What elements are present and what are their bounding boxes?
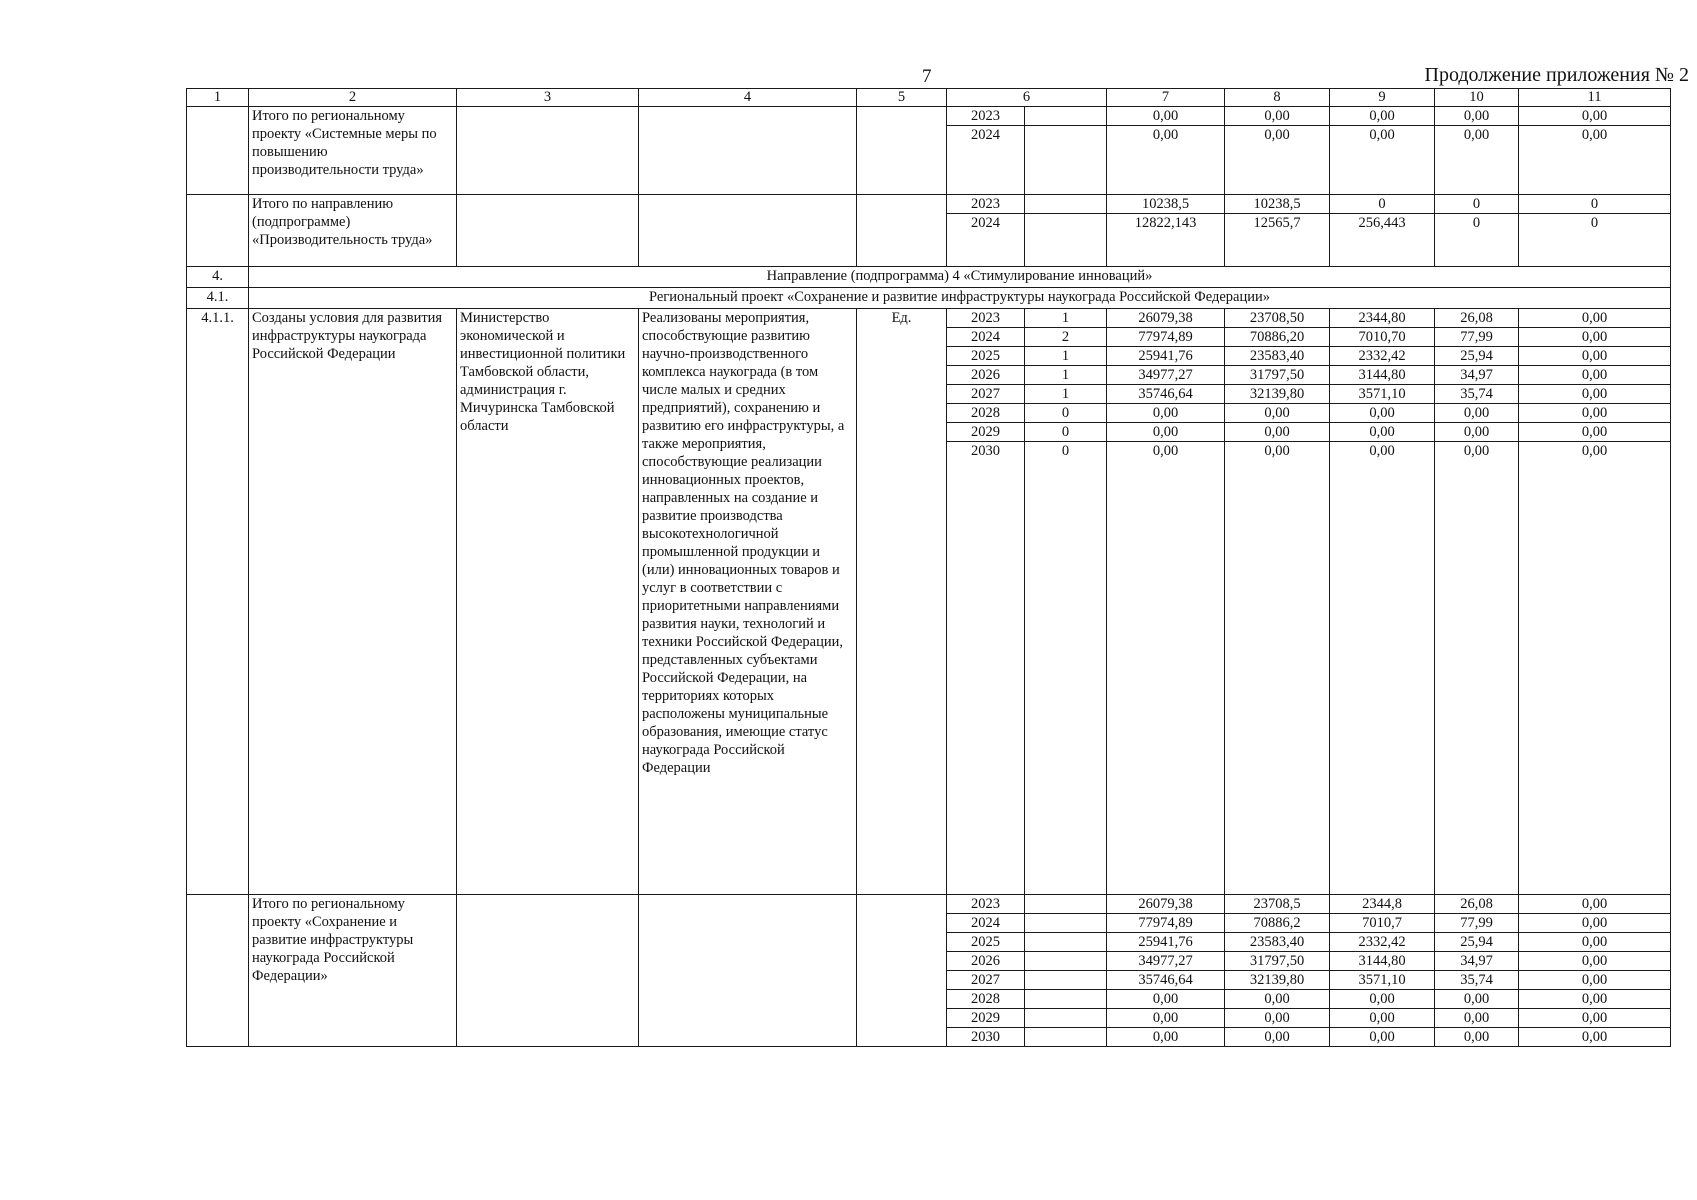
header-col-2: 2 <box>249 89 457 107</box>
header-col-8: 8 <box>1225 89 1330 107</box>
other-cell: 0,00 <box>1519 971 1671 990</box>
total-cell: 35746,64 <box>1107 385 1225 404</box>
other-cell: 0,00 <box>1519 952 1671 971</box>
federal-cell: 0,00 <box>1225 1009 1330 1028</box>
year-cell: 2024 <box>947 126 1025 195</box>
other-cell: 0,00 <box>1519 442 1671 895</box>
section-row-4 <box>187 267 1671 288</box>
regional-cell: 7010,70 <box>1330 328 1435 347</box>
federal-cell: 0,00 <box>1225 1028 1330 1047</box>
continuation-note: Продолжение приложения № 2 <box>1424 64 1689 86</box>
count-cell <box>1025 1028 1107 1047</box>
table-row <box>187 195 1671 214</box>
federal-cell: 23583,40 <box>1225 347 1330 366</box>
other-cell: 0,00 <box>1519 895 1671 914</box>
year-cell: 2025 <box>947 347 1025 366</box>
table-row <box>187 107 1671 126</box>
federal-cell: 0,00 <box>1225 404 1330 423</box>
table-row <box>187 309 1671 328</box>
year-cell: 2024 <box>947 328 1025 347</box>
year-cell: 2026 <box>947 366 1025 385</box>
header-col-3: 3 <box>457 89 639 107</box>
total-cell: 12822,143 <box>1107 214 1225 267</box>
other-cell: 0,00 <box>1519 347 1671 366</box>
year-cell: 2030 <box>947 1028 1025 1047</box>
other-cell: 0,00 <box>1519 404 1671 423</box>
header-col-4: 4 <box>639 89 857 107</box>
other-cell: 0,00 <box>1519 126 1671 195</box>
regional-cell: 0,00 <box>1330 404 1435 423</box>
local-cell: 26,08 <box>1435 895 1519 914</box>
responsible-cell <box>457 195 639 267</box>
regional-cell: 0,00 <box>1330 423 1435 442</box>
regional-cell: 0 <box>1330 195 1435 214</box>
regional-cell: 2332,42 <box>1330 347 1435 366</box>
year-cell: 2027 <box>947 971 1025 990</box>
total-cell: 26079,38 <box>1107 895 1225 914</box>
total-cell: 0,00 <box>1107 107 1225 126</box>
row-number-cell: 4.1.1. <box>187 309 249 895</box>
year-cell: 2024 <box>947 914 1025 933</box>
federal-cell: 0,00 <box>1225 423 1330 442</box>
count-cell: 0 <box>1025 423 1107 442</box>
year-cell: 2024 <box>947 214 1025 267</box>
regional-cell: 0,00 <box>1330 1009 1435 1028</box>
table-row <box>187 895 1671 914</box>
federal-cell: 23708,50 <box>1225 309 1330 328</box>
unit-cell <box>857 895 947 1047</box>
count-cell <box>1025 195 1107 214</box>
local-cell: 0,00 <box>1435 404 1519 423</box>
federal-cell: 0,00 <box>1225 442 1330 895</box>
regional-cell: 0,00 <box>1330 442 1435 895</box>
count-cell <box>1025 895 1107 914</box>
federal-cell: 0,00 <box>1225 107 1330 126</box>
regional-cell: 2344,80 <box>1330 309 1435 328</box>
regional-cell: 7010,7 <box>1330 914 1435 933</box>
total-cell: 26079,38 <box>1107 309 1225 328</box>
other-cell: 0,00 <box>1519 990 1671 1009</box>
local-cell: 25,94 <box>1435 933 1519 952</box>
year-cell: 2023 <box>947 195 1025 214</box>
regional-cell: 2332,42 <box>1330 933 1435 952</box>
other-cell: 0 <box>1519 195 1671 214</box>
row-title-cell: Созданы условия для развития инфраструктуры наукограда Российской Федерации <box>249 309 457 895</box>
federal-cell: 31797,50 <box>1225 366 1330 385</box>
year-cell: 2025 <box>947 933 1025 952</box>
local-cell: 35,74 <box>1435 385 1519 404</box>
responsible-cell: Министерство экономической и инвестиционной политики Тамбовской области, администрация г. Мичуринска Тамбовской области <box>457 309 639 895</box>
other-cell: 0,00 <box>1519 328 1671 347</box>
other-cell: 0,00 <box>1519 423 1671 442</box>
local-cell: 77,99 <box>1435 328 1519 347</box>
count-cell <box>1025 952 1107 971</box>
total-cell: 34977,27 <box>1107 952 1225 971</box>
regional-cell: 0,00 <box>1330 990 1435 1009</box>
local-cell: 77,99 <box>1435 914 1519 933</box>
description-cell <box>639 107 857 195</box>
local-cell: 35,74 <box>1435 971 1519 990</box>
total-cell: 25941,76 <box>1107 933 1225 952</box>
total-cell: 77974,89 <box>1107 914 1225 933</box>
total-cell: 35746,64 <box>1107 971 1225 990</box>
federal-cell: 12565,7 <box>1225 214 1330 267</box>
section-number: 4.1. <box>187 288 249 309</box>
local-cell: 0,00 <box>1435 1028 1519 1047</box>
block-systemic-measures-total <box>187 107 1671 195</box>
description-cell <box>639 195 857 267</box>
row-title-cell: Итого по направлению (подпрограмме) «Производительность труда» <box>249 195 457 267</box>
local-cell: 0,00 <box>1435 126 1519 195</box>
year-cell: 2023 <box>947 895 1025 914</box>
local-cell: 34,97 <box>1435 952 1519 971</box>
regional-cell: 3144,80 <box>1330 952 1435 971</box>
local-cell: 0,00 <box>1435 107 1519 126</box>
count-cell <box>1025 107 1107 126</box>
local-cell: 0,00 <box>1435 423 1519 442</box>
row-number-cell <box>187 107 249 195</box>
count-cell: 1 <box>1025 309 1107 328</box>
year-cell: 2028 <box>947 990 1025 1009</box>
header-row <box>187 89 1671 107</box>
regional-cell: 3571,10 <box>1330 385 1435 404</box>
total-cell: 0,00 <box>1107 990 1225 1009</box>
count-cell <box>1025 933 1107 952</box>
description-cell <box>639 895 857 1047</box>
header-col-1: 1 <box>187 89 249 107</box>
other-cell: 0 <box>1519 214 1671 267</box>
total-cell: 77974,89 <box>1107 328 1225 347</box>
year-cell: 2030 <box>947 442 1025 895</box>
section-row-4-1 <box>187 288 1671 309</box>
federal-cell: 23708,5 <box>1225 895 1330 914</box>
section-number: 4. <box>187 267 249 288</box>
header-col-9: 9 <box>1330 89 1435 107</box>
count-cell: 2 <box>1025 328 1107 347</box>
year-cell: 2023 <box>947 107 1025 126</box>
regional-cell: 3571,10 <box>1330 971 1435 990</box>
year-cell: 2028 <box>947 404 1025 423</box>
section-title: Региональный проект «Сохранение и развитие инфраструктуры наукограда Российской Федерации» <box>249 288 1671 309</box>
count-cell: 1 <box>1025 347 1107 366</box>
year-cell: 2023 <box>947 309 1025 328</box>
federal-cell: 70886,20 <box>1225 328 1330 347</box>
other-cell: 0,00 <box>1519 309 1671 328</box>
header-col-5: 5 <box>857 89 947 107</box>
other-cell: 0,00 <box>1519 107 1671 126</box>
total-cell: 0,00 <box>1107 404 1225 423</box>
federal-cell: 10238,5 <box>1225 195 1330 214</box>
responsible-cell <box>457 107 639 195</box>
regional-cell: 0,00 <box>1330 107 1435 126</box>
total-cell: 34977,27 <box>1107 366 1225 385</box>
header-col-7: 7 <box>1107 89 1225 107</box>
count-cell: 1 <box>1025 366 1107 385</box>
total-cell: 0,00 <box>1107 1028 1225 1047</box>
header-col-6: 6 <box>947 89 1107 107</box>
count-cell <box>1025 214 1107 267</box>
local-cell: 0 <box>1435 214 1519 267</box>
count-cell <box>1025 990 1107 1009</box>
total-cell: 0,00 <box>1107 423 1225 442</box>
federal-cell: 32139,80 <box>1225 385 1330 404</box>
count-cell <box>1025 971 1107 990</box>
row-number-cell <box>187 895 249 1047</box>
local-cell: 25,94 <box>1435 347 1519 366</box>
count-cell <box>1025 914 1107 933</box>
regional-cell: 256,443 <box>1330 214 1435 267</box>
other-cell: 0,00 <box>1519 366 1671 385</box>
total-cell: 0,00 <box>1107 126 1225 195</box>
regional-cell: 0,00 <box>1330 126 1435 195</box>
federal-cell: 31797,50 <box>1225 952 1330 971</box>
year-cell: 2029 <box>947 423 1025 442</box>
block-productivity-total <box>187 195 1671 267</box>
year-cell: 2027 <box>947 385 1025 404</box>
other-cell: 0,00 <box>1519 1028 1671 1047</box>
count-cell <box>1025 1009 1107 1028</box>
count-cell: 0 <box>1025 404 1107 423</box>
local-cell: 34,97 <box>1435 366 1519 385</box>
row-number-cell <box>187 195 249 267</box>
total-cell: 25941,76 <box>1107 347 1225 366</box>
total-cell: 0,00 <box>1107 1009 1225 1028</box>
header-col-10: 10 <box>1435 89 1519 107</box>
local-cell: 0,00 <box>1435 442 1519 895</box>
count-cell: 0 <box>1025 442 1107 895</box>
description-cell: Реализованы мероприятия, способствующие развитию научно-производственного комплекса наукограда (в том числе малых и средних предприятий), сохранению и развитию его инфраструктуры, а также мероприятия, способствующие реализации инновационных проектов, направленных на создание и развитие производства высокотехнологичной промышленной продукции и (или) инновационных товаров и услуг в соответствии с приоритетными направлениями развития науки, технологий и техники Российской Федерации, представленных субъектами Российской Федерации, на территориях которых расположены муниципальные образования, имеющие статус наукограда Российской Федерации <box>639 309 857 895</box>
block-science-city-total <box>187 895 1671 1047</box>
federal-cell: 0,00 <box>1225 990 1330 1009</box>
year-cell: 2029 <box>947 1009 1025 1028</box>
row-title-cell: Итого по региональному проекту «Системные меры по повышению производительности труда» <box>249 107 457 195</box>
total-cell: 10238,5 <box>1107 195 1225 214</box>
federal-cell: 23583,40 <box>1225 933 1330 952</box>
other-cell: 0,00 <box>1519 385 1671 404</box>
count-cell: 1 <box>1025 385 1107 404</box>
local-cell: 26,08 <box>1435 309 1519 328</box>
regional-cell: 0,00 <box>1330 1028 1435 1047</box>
year-cell: 2026 <box>947 952 1025 971</box>
section-title: Направление (подпрограмма) 4 «Стимулирование инноваций» <box>249 267 1671 288</box>
federal-cell: 70886,2 <box>1225 914 1330 933</box>
unit-cell <box>857 107 947 195</box>
regional-cell: 2344,8 <box>1330 895 1435 914</box>
other-cell: 0,00 <box>1519 914 1671 933</box>
total-cell: 0,00 <box>1107 442 1225 895</box>
federal-cell: 0,00 <box>1225 126 1330 195</box>
federal-cell: 32139,80 <box>1225 971 1330 990</box>
other-cell: 0,00 <box>1519 1009 1671 1028</box>
page-number: 7 <box>922 66 932 87</box>
item-4-1-1 <box>187 309 1671 895</box>
row-title-cell: Итого по региональному проекту «Сохранение и развитие инфраструктуры наукограда Российской Федерации» <box>249 895 457 1047</box>
local-cell: 0,00 <box>1435 990 1519 1009</box>
unit-cell: Ед. <box>857 309 947 895</box>
local-cell: 0 <box>1435 195 1519 214</box>
unit-cell <box>857 195 947 267</box>
budget-table <box>186 88 1671 1047</box>
count-cell <box>1025 126 1107 195</box>
responsible-cell <box>457 895 639 1047</box>
header-col-11: 11 <box>1519 89 1671 107</box>
regional-cell: 3144,80 <box>1330 366 1435 385</box>
other-cell: 0,00 <box>1519 933 1671 952</box>
local-cell: 0,00 <box>1435 1009 1519 1028</box>
